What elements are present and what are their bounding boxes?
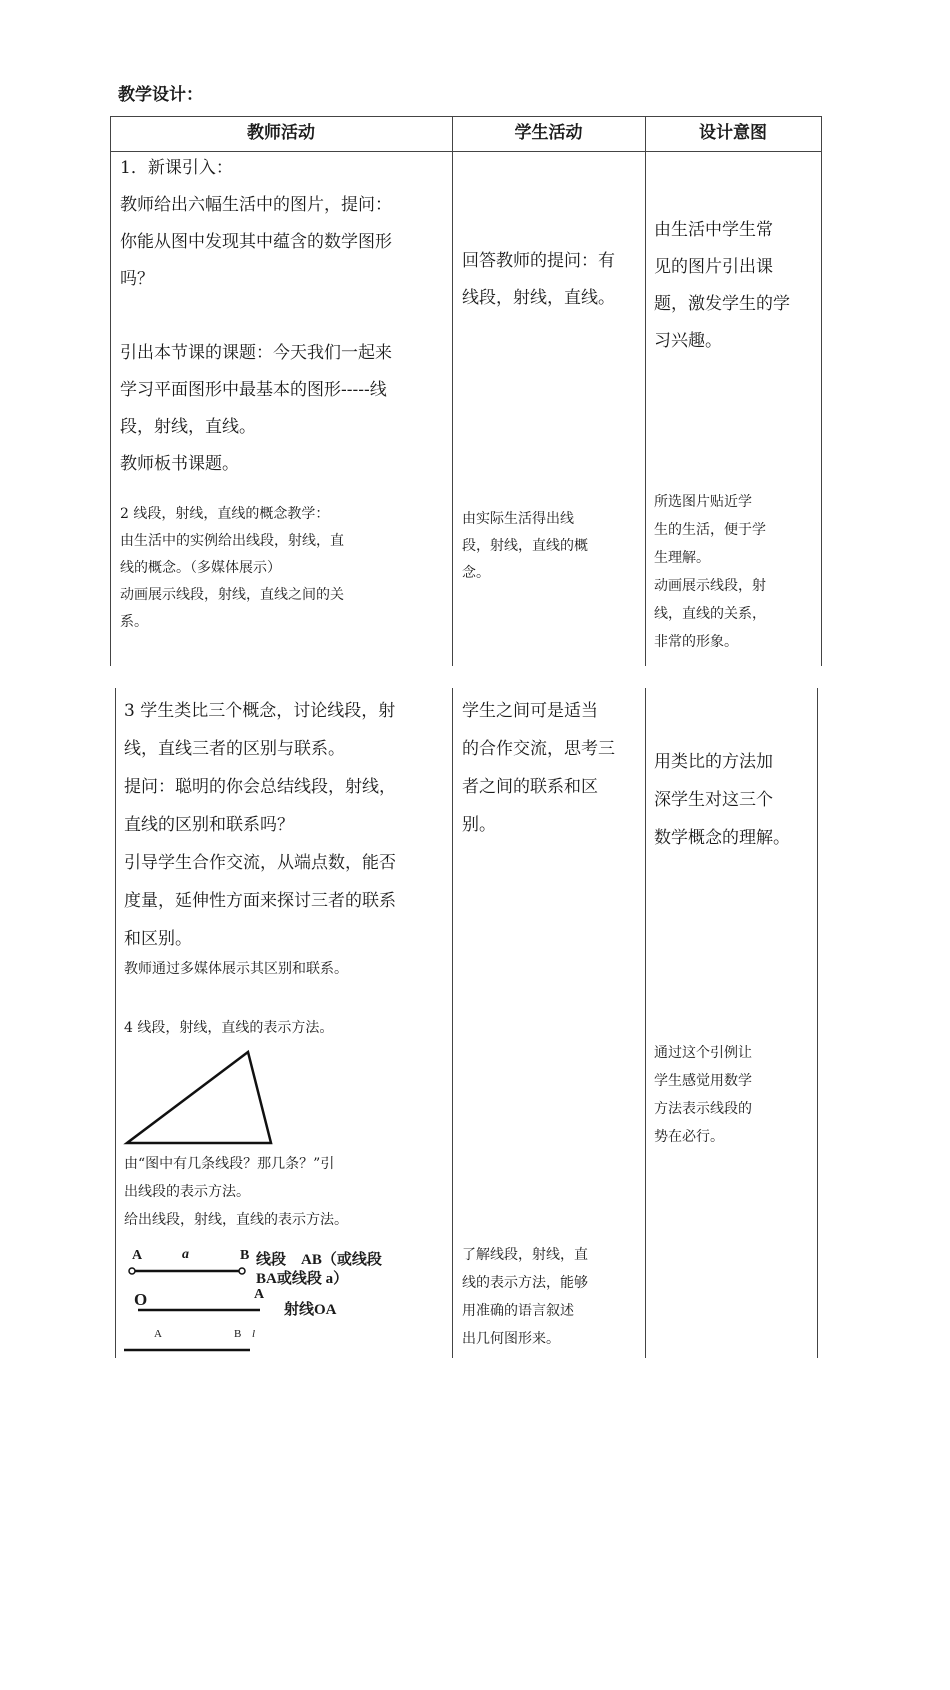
- table1-col-divider-1: [452, 116, 453, 666]
- segment-small-a: a: [182, 1247, 189, 1262]
- text-line: 线，直线的关系，: [654, 606, 766, 622]
- line-label-l: l: [252, 1328, 256, 1340]
- text-line: 和区别。: [124, 929, 192, 949]
- text-line: 念。: [462, 565, 490, 581]
- text-line: 的合作交流，思考三: [462, 739, 615, 759]
- table2-left-border: [115, 688, 116, 1358]
- text-line: 习兴趣。: [654, 331, 722, 351]
- segment-label-line1: 线段 AB（或线段: [256, 1252, 382, 1268]
- table1-right-border: [821, 116, 822, 666]
- text-line: 学生之间可是适当: [462, 701, 598, 721]
- text-line: 回答教师的提问：有: [462, 251, 615, 271]
- ray-label: 射线OA: [284, 1302, 337, 1318]
- row1-student-cell: [462, 243, 642, 317]
- text-line: 吗？: [120, 269, 154, 289]
- text-line: 方法表示线段的: [654, 1101, 752, 1117]
- table2-right-border: [817, 688, 818, 1358]
- column-header-teacher: 教师活动: [247, 123, 315, 143]
- text-line: 非常的形象。: [654, 634, 738, 650]
- text-line: 引导学生合作交流，从端点数，能否: [124, 853, 396, 873]
- text-line: 数学概念的理解。: [654, 828, 790, 848]
- segment-point-b: B: [240, 1248, 250, 1263]
- text-line: 别。: [462, 815, 496, 835]
- row4-intent-cell: [654, 1039, 816, 1151]
- text-line: 4 线段，射线，直线的表示方法。: [124, 1020, 334, 1036]
- ray-point-a: A: [254, 1287, 265, 1302]
- segment-point-a: A: [132, 1248, 143, 1263]
- text-line: 段，射线，直线。: [120, 417, 256, 437]
- row4-student-cell: [462, 1241, 644, 1353]
- text-line: 动画展示线段，射线，直线之间的关: [120, 587, 344, 603]
- table1-top-border: [110, 116, 822, 117]
- text-line: 教师板书课题。: [120, 454, 239, 474]
- table2-col-divider-2: [645, 688, 646, 1358]
- blank-line: [120, 298, 450, 335]
- text-line: 动画展示线段，射: [654, 578, 766, 594]
- text-line: 生理解。: [654, 550, 710, 566]
- text-line: 者之间的联系和区: [462, 777, 598, 797]
- text-line: 用类比的方法加: [654, 752, 773, 772]
- text-line: 线段，射线，直线。: [462, 288, 615, 308]
- table1-left-border: [110, 116, 111, 666]
- text-line: 提问：聪明的你会总结线段，射线，: [124, 777, 396, 797]
- text-line: 线的表示方法，能够: [462, 1275, 588, 1291]
- row3-teacher-cell: [124, 692, 450, 958]
- notation-lines: [124, 1242, 450, 1357]
- text-line: 线的概念。（多媒体展示）: [120, 560, 281, 576]
- segment-endpoint-a: [129, 1268, 135, 1274]
- row3-teacher-note: [124, 956, 450, 983]
- text-line: 由生活中的实例给出线段，射线，直: [120, 533, 344, 549]
- text-line: 直线的区别和联系吗？: [124, 815, 294, 835]
- text-line: 用准确的语言叙述: [462, 1303, 574, 1319]
- ray-point-o: O: [134, 1290, 148, 1309]
- page-heading: 教学设计：: [118, 85, 203, 105]
- table2-col-divider-1: [452, 688, 453, 1358]
- text-line: 线，直线三者的区别与联系。: [124, 739, 345, 759]
- text-line: 深学生对这三个: [654, 790, 773, 810]
- triangle-shape: [127, 1052, 271, 1143]
- row1-intent-cell: [654, 212, 819, 360]
- row3-intent-cell: [654, 743, 816, 857]
- text-line: 出几何图形来。: [462, 1331, 560, 1347]
- row3-student-cell: [462, 692, 644, 844]
- text-line: 1．新课引入：: [120, 158, 233, 178]
- text-line: 由实际生活得出线: [462, 511, 574, 527]
- row2-intent-cell: [654, 488, 819, 656]
- line-point-a: A: [154, 1328, 162, 1340]
- text-line: 学习平面图形中最基本的图形-----线: [120, 380, 387, 400]
- text-line: 系。: [120, 614, 148, 630]
- row2-student-cell: [462, 506, 642, 587]
- segment-label-line2: BA或线段 a）: [256, 1271, 349, 1287]
- text-line: 3 学生类比三个概念，讨论线段，射: [124, 701, 396, 721]
- segment-endpoint-b: [239, 1268, 245, 1274]
- text-line: 教师通过多媒体展示其区别和联系。: [124, 961, 348, 977]
- text-line: 出线段的表示方法。: [124, 1184, 250, 1200]
- text-line: 由“图中有几条线段？那几条？”引: [124, 1156, 335, 1172]
- column-header-intent: 设计意图: [699, 123, 767, 143]
- text-line: 2 线段，射线，直线的概念教学：: [120, 506, 330, 522]
- text-line: 了解线段，射线，直: [462, 1247, 588, 1263]
- row4-teacher-title: [124, 1015, 450, 1042]
- triangle-figure: [122, 1048, 282, 1158]
- text-line: 段，射线，直线的概: [462, 538, 588, 554]
- text-line: 引出本节课的课题：今天我们一起来: [120, 343, 392, 363]
- notation-figure: [124, 1242, 450, 1357]
- text-line: 教师给出六幅生活中的图片，提问：: [120, 195, 392, 215]
- text-line: 度量，延伸性方面来探讨三者的联系: [124, 891, 396, 911]
- text-line: 你能从图中发现其中蕴含的数学图形: [120, 232, 392, 252]
- text-line: 见的图片引出课: [654, 257, 773, 277]
- text-line: 势在必行。: [654, 1129, 724, 1145]
- text-line: 学生感觉用数学: [654, 1073, 752, 1089]
- text-line: 题，激发学生的学: [654, 294, 790, 314]
- row1-teacher-cell: [120, 150, 450, 483]
- table1-col-divider-2: [645, 116, 646, 666]
- text-line: 由生活中学生常: [654, 220, 773, 240]
- text-line: 通过这个引例让: [654, 1045, 752, 1061]
- column-header-student: 学生活动: [514, 123, 583, 143]
- row2-teacher-cell: [120, 501, 450, 636]
- row4-teacher-text: [124, 1150, 450, 1234]
- text-line: 生的生活，便于学: [654, 522, 766, 538]
- text-line: 给出线段，射线，直线的表示方法。: [124, 1212, 348, 1228]
- text-line: 所选图片贴近学: [654, 494, 752, 510]
- line-point-b: B: [234, 1328, 242, 1340]
